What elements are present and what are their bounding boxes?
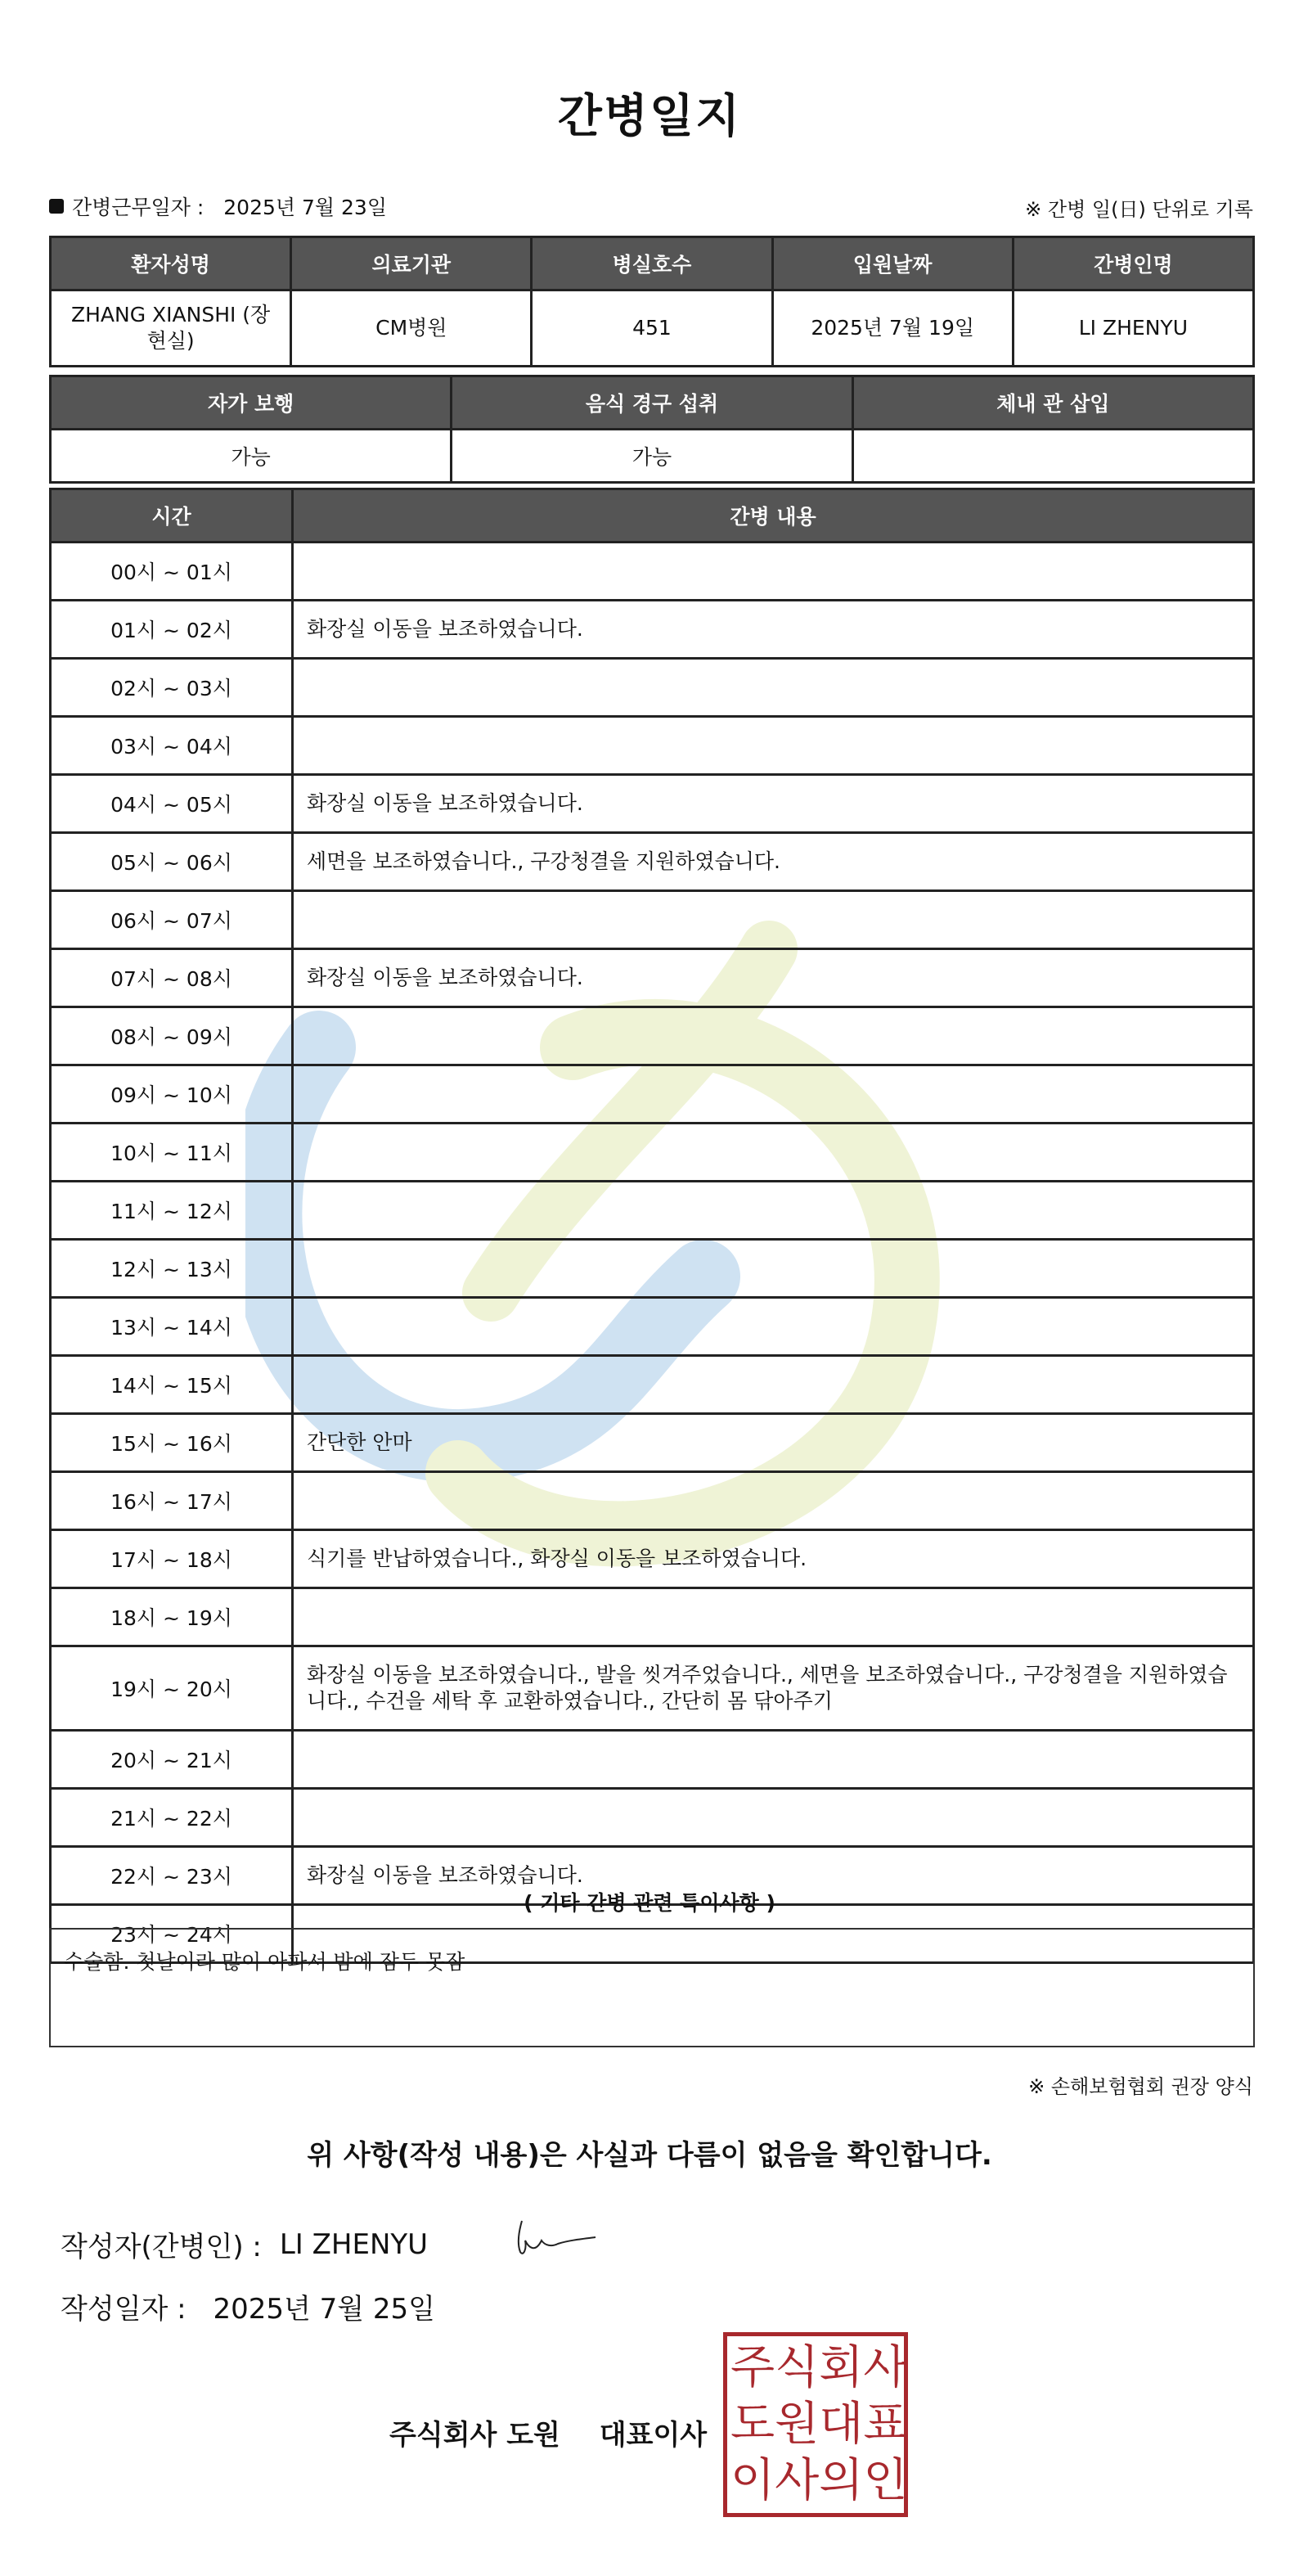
care-content: 화장실 이동을 보조하였습니다. (293, 949, 1254, 1007)
writer-name: LI ZHENYU (279, 2227, 429, 2261)
seal-glyph: 사 (863, 2340, 908, 2394)
care-content (293, 1298, 1254, 1356)
table-row (51, 1240, 1254, 1298)
care-content (293, 1065, 1254, 1124)
time-slot: 08시 ~ 09시 (51, 1007, 293, 1065)
table-row (51, 1065, 1254, 1124)
time-slot: 13시 ~ 14시 (51, 1298, 293, 1356)
time-slot: 05시 ~ 06시 (51, 833, 293, 891)
care-content: 세면을 보조하였습니다., 구강청결을 지원하였습니다. (293, 833, 1254, 891)
seal-glyph: 원 (775, 2397, 820, 2451)
seal-glyph: 회 (819, 2340, 864, 2394)
time-slot: 00시 ~ 01시 (51, 543, 293, 601)
time-slot: 23시 ~ 24시 (51, 1905, 293, 1963)
table-row (51, 1789, 1254, 1847)
seal-glyph: 사 (775, 2454, 820, 2508)
table-row (51, 1356, 1254, 1414)
care-content (293, 543, 1254, 601)
time-slot: 11시 ~ 12시 (51, 1182, 293, 1240)
header-care-content: 간병 내용 (293, 489, 1254, 543)
company-line (389, 2412, 707, 2452)
care-content: 화장실 이동을 보조하였습니다., 발을 씻겨주었습니다., 세면을 보조하였습니다., 구강청결을 지원하였습니다., 수건을 세탁 후 교환하였습니다., 간단히 몸 닦아주기 (293, 1646, 1254, 1731)
table-row (51, 775, 1254, 833)
work-date (49, 191, 387, 221)
time-slot: 12시 ~ 13시 (51, 1240, 293, 1298)
page-title: 간병일지 (557, 90, 742, 143)
care-log-rows (51, 543, 1254, 1963)
time-slot: 14시 ~ 15시 (51, 1356, 293, 1414)
tube-insertion-value (852, 430, 1253, 483)
care-content: 간단한 안마 (293, 1414, 1254, 1472)
table-row (51, 601, 1254, 659)
confirmation-statement: 위 사항(작성 내용)은 사실과 다름이 없음을 확인합니다. (307, 2139, 992, 2172)
time-slot: 22시 ~ 23시 (51, 1847, 293, 1905)
table-row (51, 1731, 1254, 1789)
care-log-table (49, 488, 1255, 1964)
header-hospital: 의료기관 (291, 237, 532, 290)
seal-glyph: 주 (730, 2340, 775, 2394)
written-date-value: 2025년 7월 25일 (213, 2293, 436, 2326)
writer-line (61, 2224, 428, 2264)
header-caregiver-name: 간병인명 (1013, 237, 1253, 290)
table-row (51, 1646, 1254, 1731)
care-content: 화장실 이동을 보조하였습니다. (293, 775, 1254, 833)
time-slot: 19시 ~ 20시 (51, 1646, 293, 1731)
time-slot: 17시 ~ 18시 (51, 1530, 293, 1588)
hospital: CM병원 (291, 290, 532, 367)
table-row (51, 1414, 1254, 1472)
writer-label: 작성자(간병인) : (61, 2231, 262, 2263)
special-notes-title: ( 기타 간병 관련 특이사항 ) (524, 1891, 775, 1915)
caregiver-name: LI ZHENYU (1013, 290, 1253, 367)
patient-status-table (49, 375, 1255, 484)
seal-glyph: 식 (775, 2340, 820, 2394)
work-date-label: 간병근무일자 : (72, 196, 205, 219)
header-self-walking: 자가 보행 (51, 376, 452, 430)
time-slot: 06시 ~ 07시 (51, 891, 293, 949)
time-slot: 04시 ~ 05시 (51, 775, 293, 833)
care-content (293, 1731, 1254, 1789)
written-date-label: 작성일자 : (61, 2293, 187, 2326)
care-content (293, 1124, 1254, 1182)
time-slot: 18시 ~ 19시 (51, 1588, 293, 1646)
time-slot: 07시 ~ 08시 (51, 949, 293, 1007)
care-content (293, 1789, 1254, 1847)
signature-icon (510, 2216, 600, 2262)
seal-glyph: 의 (819, 2454, 864, 2508)
care-content (293, 1182, 1254, 1240)
day-unit-note: ※ 간병 일(日) 단위로 기록 (1025, 198, 1253, 221)
table-row (51, 543, 1254, 601)
seal-glyph: 대 (819, 2397, 864, 2451)
care-content (293, 1588, 1254, 1646)
header-room: 병실호수 (532, 237, 772, 290)
table-row (51, 833, 1254, 891)
seal-glyph: 인 (863, 2454, 908, 2508)
table-row (51, 1530, 1254, 1588)
table-row (51, 1472, 1254, 1530)
special-notes-text: 수술함. 첫날이라 많이 아파서 밤에 잠두 못잠 (64, 1950, 465, 1974)
time-slot: 16시 ~ 17시 (51, 1472, 293, 1530)
care-content: 식기를 반납하였습니다., 화장실 이동을 보조하였습니다. (293, 1530, 1254, 1588)
care-content (293, 659, 1254, 717)
care-content: 화장실 이동을 보조하였습니다. (293, 601, 1254, 659)
time-slot: 03시 ~ 04시 (51, 717, 293, 775)
company-name: 주식회사 도원 (389, 2419, 560, 2452)
header-time: 시간 (51, 489, 293, 543)
time-slot: 21시 ~ 22시 (51, 1789, 293, 1847)
bullet-square-icon (49, 199, 64, 214)
association-note: ※ 손해보험협회 권장 양식 (1028, 2075, 1253, 2098)
table-row (51, 1298, 1254, 1356)
care-content (293, 717, 1254, 775)
time-slot: 10시 ~ 11시 (51, 1124, 293, 1182)
care-content: 화장실 이동을 보조하였습니다. (293, 1847, 1254, 1905)
oral-intake-value: 가능 (452, 430, 852, 483)
company-representative: 대표이사 (599, 2419, 708, 2452)
table-row (51, 1182, 1254, 1240)
table-row (51, 891, 1254, 949)
patient-name: ZHANG XIANSHI (장현실) (51, 290, 291, 367)
care-content (293, 1472, 1254, 1530)
care-content (293, 1240, 1254, 1298)
header-admission-date: 입원날짜 (772, 237, 1013, 290)
seal-glyph: 도 (730, 2397, 775, 2451)
table-row (51, 659, 1254, 717)
written-date-line (61, 2286, 435, 2326)
table-row (51, 1124, 1254, 1182)
table-row (51, 949, 1254, 1007)
header-oral-intake: 음식 경구 섭취 (452, 376, 852, 430)
time-slot: 20시 ~ 21시 (51, 1731, 293, 1789)
self-walking-value: 가능 (51, 430, 452, 483)
care-content (293, 891, 1254, 949)
table-row (51, 1588, 1254, 1646)
header-tube-insertion: 체내 관 삽입 (852, 376, 1253, 430)
company-seal-icon (723, 2332, 908, 2517)
header-patient-name: 환자성명 (51, 237, 291, 290)
table-row (51, 1007, 1254, 1065)
time-slot: 02시 ~ 03시 (51, 659, 293, 717)
seal-glyph: 표 (863, 2397, 908, 2451)
care-content (293, 1007, 1254, 1065)
care-content (293, 1356, 1254, 1414)
patient-info-table (49, 236, 1255, 367)
time-slot: 09시 ~ 10시 (51, 1065, 293, 1124)
room-number: 451 (532, 290, 772, 367)
time-slot: 15시 ~ 16시 (51, 1414, 293, 1472)
seal-glyph: 이 (730, 2454, 775, 2508)
admission-date: 2025년 7월 19일 (772, 290, 1013, 367)
time-slot: 01시 ~ 02시 (51, 601, 293, 659)
table-row (51, 717, 1254, 775)
special-notes-box (49, 1928, 1255, 2047)
work-date-value: 2025년 7월 23일 (223, 196, 387, 219)
